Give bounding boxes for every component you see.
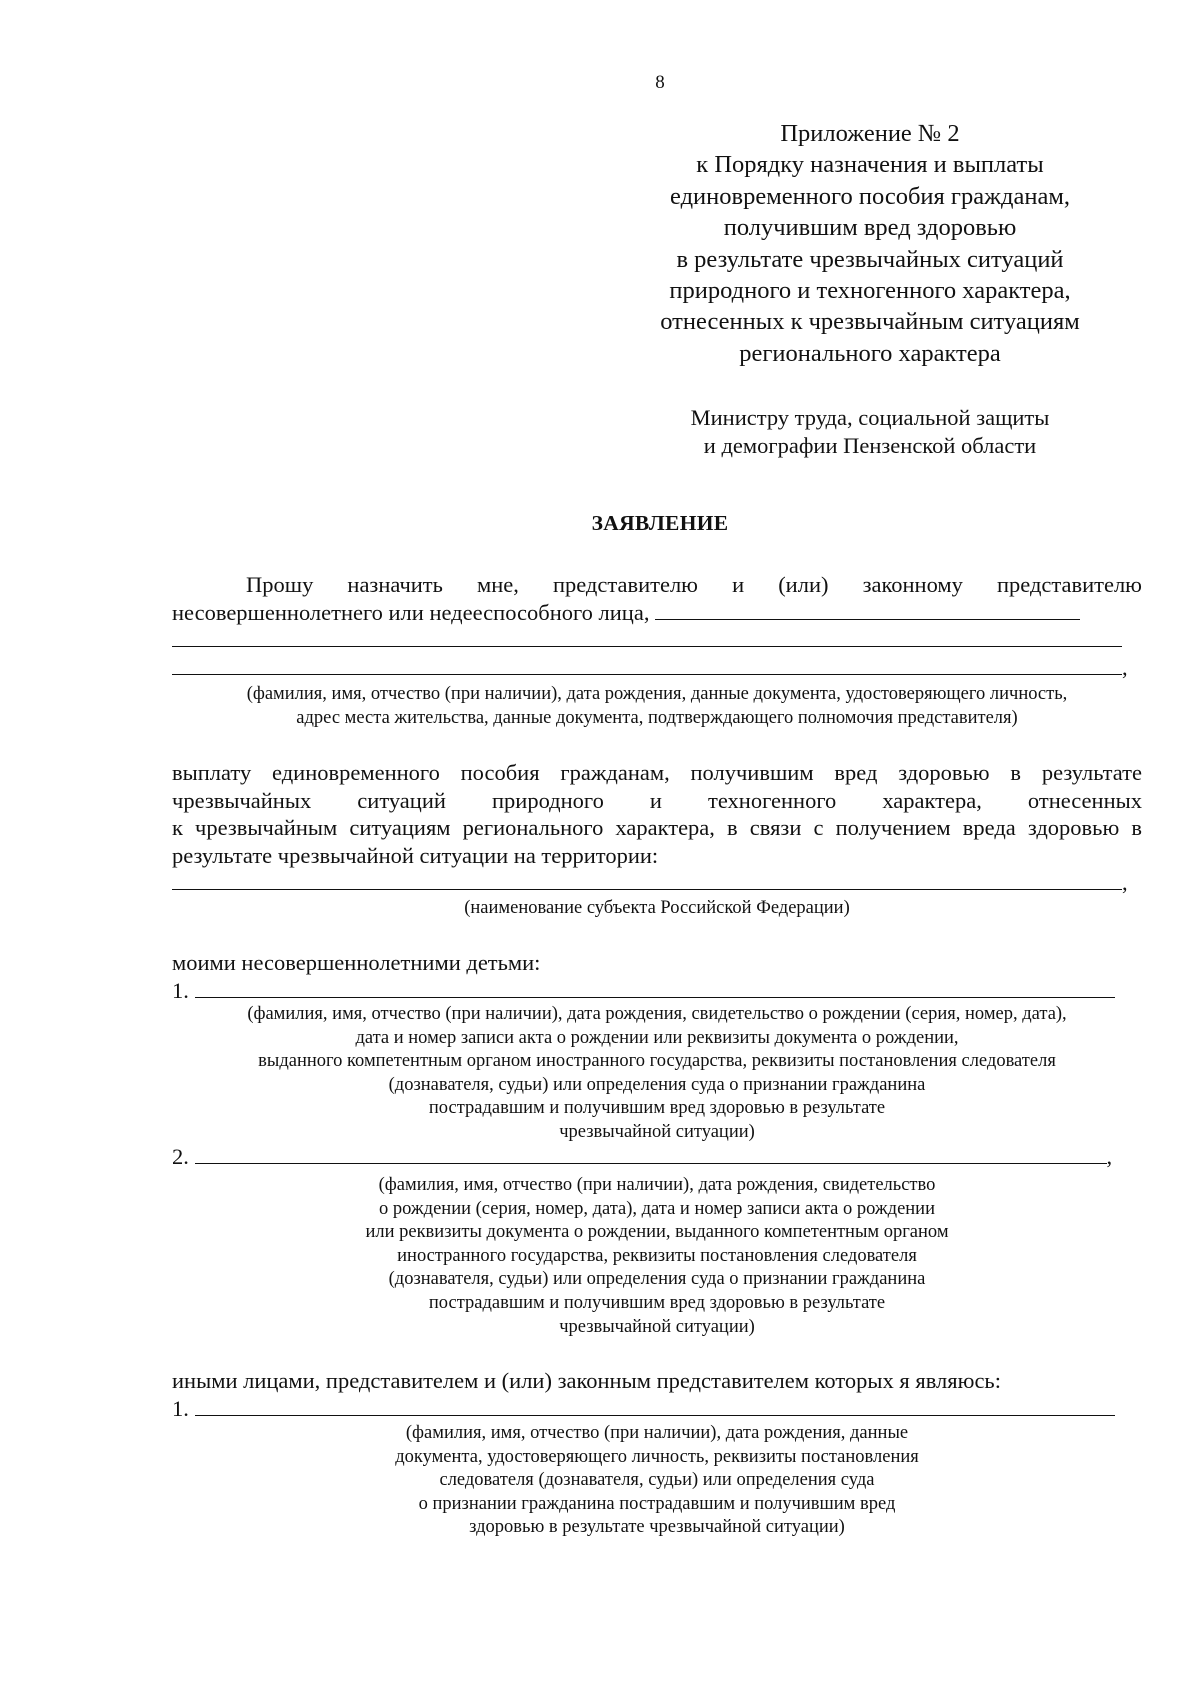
appendix-line: в результате чрезвычайных ситуаций [676, 245, 1064, 273]
appendix-header [620, 118, 1120, 369]
comma: , [1122, 654, 1128, 680]
request-line: Прошу назначить мне, представителю и (или) законному представителю [246, 572, 1142, 597]
payment-line: к чрезвычайным ситуациям регионального характера, в связи с получением вреда здоровью в [172, 815, 1142, 841]
payment-paragraph [172, 759, 1142, 897]
others-section [172, 1367, 1142, 1422]
other-1-field[interactable] [195, 1395, 1115, 1416]
payment-line: чрезвычайных ситуаций природного и техногенного характера, отнесенных [172, 787, 1142, 813]
recipient-line: и демографии Пензенской области [703, 433, 1037, 458]
caption-line: иностранного государства, реквизиты постановления следователя [397, 1245, 917, 1266]
child-2-caption [172, 1174, 1142, 1339]
item-number: 1. [172, 1395, 189, 1421]
caption-line: пострадавшим и получившим вред здоровью в результате [428, 1098, 886, 1119]
applicant-field-continued[interactable] [172, 626, 1122, 647]
payment-line: результате чрезвычайной ситуации на территории: [172, 842, 659, 868]
caption-line: пострадавшим и получившим вред здоровью в результате [428, 1292, 886, 1313]
other-item-1 [172, 1395, 1142, 1423]
comma: , [1106, 1144, 1113, 1169]
caption-line: (дознавателя, судьи) или определения суда о признании гражданина [388, 1269, 926, 1290]
child-item-1 [172, 977, 1142, 1005]
comma: , [1122, 870, 1128, 896]
appendix-line: получившим вред здоровью [723, 214, 1017, 242]
applicant-caption [172, 683, 1142, 730]
caption-line: следователя (дознавателя, судьи) или определения суда [439, 1470, 875, 1491]
applicant-field[interactable] [655, 599, 1080, 620]
item-number: 1. [172, 977, 189, 1003]
recipient-block [630, 404, 1110, 460]
appendix-line: к Порядку назначения и выплаты [696, 151, 1044, 179]
document-title: ЗАЯВЛЕНИЕ [591, 511, 729, 535]
request-paragraph [172, 571, 1142, 681]
blank-line [172, 869, 1142, 897]
caption-line: (фамилия, имя, отчество (при наличии), дата рождения, свидетельство [378, 1175, 936, 1195]
caption-line: (фамилия, имя, отчество (при наличии), дата рождения, свидетельство о рождении (серия, номер, дата), [247, 1004, 1067, 1024]
caption-line: адрес места жительства, данные документа, подтверждающего полномочия представителя) [296, 707, 1018, 728]
caption-line: чрезвычайной ситуации) [559, 1316, 755, 1337]
caption-line: (фамилия, имя, отчество (при наличии), дата рождения, данные документа, удостоверяющего личность, [246, 684, 1068, 704]
caption-line: выданного компетентным органом иностранного государства, реквизиты постановления следователя [258, 1051, 1056, 1072]
caption-line: (наименование субъекта Российской Федерации) [464, 898, 850, 918]
payment-line: выплату единовременного пособия гражданам, получившим вред здоровью в результате [172, 760, 1142, 785]
caption-line: о рождении (серия, номер, дата), дата и номер записи акта о рождении [378, 1198, 935, 1219]
child-1-caption [172, 1003, 1142, 1145]
blank-line [172, 654, 1142, 682]
child-item-2-row [172, 1143, 1142, 1171]
other-1-caption [172, 1422, 1142, 1540]
appendix-line: Приложение № 2 [780, 120, 960, 147]
appendix-line: отнесенных к чрезвычайным ситуациям [660, 308, 1080, 336]
territory-caption [172, 897, 1142, 921]
caption-line: чрезвычайной ситуации) [559, 1121, 755, 1142]
item-number: 2. [172, 1144, 189, 1169]
caption-line: (фамилия, имя, отчество (при наличии), дата рождения, данные [405, 1423, 909, 1443]
caption-line: дата и номер записи акта о рождении или реквизиты документа о рождении, [355, 1027, 959, 1048]
page-number: 8 [655, 72, 665, 93]
child-item-2 [172, 1143, 1142, 1171]
request-line-with-blank [172, 599, 1142, 627]
caption-line: здоровью в результате чрезвычайной ситуации) [469, 1517, 845, 1538]
caption-line: документа, удостоверяющего личность, реквизиты постановления [395, 1446, 919, 1467]
child-1-field[interactable] [195, 977, 1115, 998]
request-line: несовершеннолетнего или недееспособного лица, [172, 599, 650, 625]
others-heading: иными лицами, представителем и (или) законным представителем которых я являюсь: [172, 1368, 1001, 1393]
territory-field[interactable] [172, 869, 1122, 890]
caption-line: или реквизиты документа о рождении, выданного компетентным органом [365, 1222, 949, 1243]
recipient-line: Министру труда, социальной защиты [690, 405, 1050, 430]
caption-line: о признании гражданина пострадавшим и получившим вред [418, 1493, 896, 1514]
appendix-line: единовременного пособия гражданам, [670, 182, 1070, 210]
appendix-line: природного и техногенного характера, [669, 277, 1071, 305]
children-section [172, 949, 1142, 1004]
caption-line: (дознавателя, судьи) или определения суда о признании гражданина [388, 1074, 926, 1095]
appendix-line: регионального характера [739, 339, 1001, 367]
child-2-field[interactable] [195, 1143, 1107, 1164]
blank-line [172, 626, 1142, 654]
applicant-field-continued[interactable] [172, 654, 1122, 675]
children-heading: моими несовершеннолетними детьми: [172, 950, 541, 975]
